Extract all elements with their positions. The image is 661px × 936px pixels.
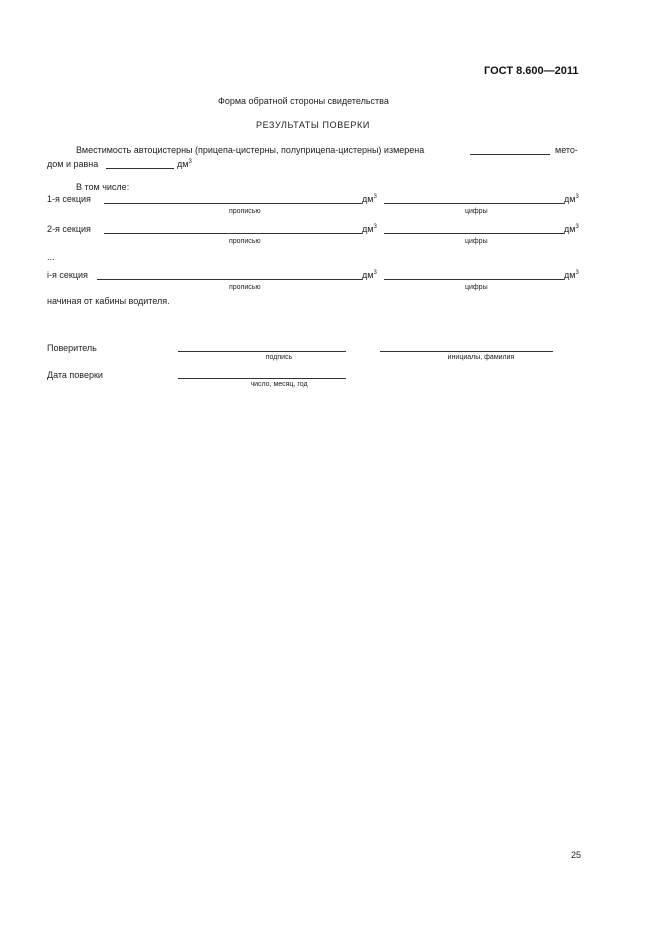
standard-number: ГОСТ 8.600—2011 xyxy=(484,65,579,77)
section-2-digits-blank xyxy=(384,233,564,234)
intro-line1-end: мето- xyxy=(555,145,578,155)
date-caption: число, месяц, год xyxy=(250,381,308,388)
verifier-signature-blank xyxy=(178,351,346,352)
section-2-digits-caption: цифры xyxy=(465,238,488,245)
section-i-label: i-я секция xyxy=(47,270,88,280)
section-2-words-blank xyxy=(104,233,362,234)
volume-blank xyxy=(106,168,174,169)
form-title: Форма обратной стороны свидетельства xyxy=(218,96,389,106)
ellipsis: ... xyxy=(47,252,55,262)
section-title: РЕЗУЛЬТАТЫ ПОВЕРКИ xyxy=(256,120,370,130)
section-2-unit-words: $дм^3$ xyxy=(362,224,377,234)
volume-unit: $дм^3$ xyxy=(177,159,192,169)
section-i-digits-caption: цифры xyxy=(465,284,488,291)
section-1-unit-words: $дм^3$ xyxy=(362,194,377,204)
section-i-digits-blank xyxy=(384,279,564,280)
from-cab-note: начиная от кабины водителя. xyxy=(47,296,170,306)
section-1-digits-blank xyxy=(384,203,564,204)
intro-line1: Вместимость автоцистерны (прицепа-цистерны, полуприцепа-цистерны) измерена xyxy=(76,145,425,155)
section-1-label: 1-я секция xyxy=(47,194,91,204)
section-1-unit-digits: $дм^3$ xyxy=(564,194,579,204)
intro-line2: дом и равна xyxy=(47,159,99,169)
section-i-words-caption: прописью xyxy=(229,284,261,291)
verification-date-label: Дата поверки xyxy=(47,370,103,380)
section-1-words-caption: прописью xyxy=(229,208,261,215)
verifier-name-blank xyxy=(380,351,553,352)
signature-caption: подпись xyxy=(265,354,293,361)
name-caption: инициалы, фамилия xyxy=(447,354,515,361)
section-1-digits-caption: цифры xyxy=(465,208,488,215)
section-i-words-blank xyxy=(97,279,362,280)
section-i-unit-words: $дм^3$ xyxy=(362,270,377,280)
page-number: 25 xyxy=(571,850,582,860)
method-blank xyxy=(470,154,550,155)
including-label: В том числе: xyxy=(76,182,130,192)
verifier-label: Поверитель xyxy=(47,343,97,353)
section-1-words-blank xyxy=(104,203,362,204)
section-2-label: 2-я секция xyxy=(47,224,91,234)
section-2-unit-digits: $дм^3$ xyxy=(564,224,579,234)
section-i-unit-digits: $дм^3$ xyxy=(564,270,579,280)
section-2-words-caption: прописью xyxy=(229,238,261,245)
verification-date-blank xyxy=(178,378,346,379)
